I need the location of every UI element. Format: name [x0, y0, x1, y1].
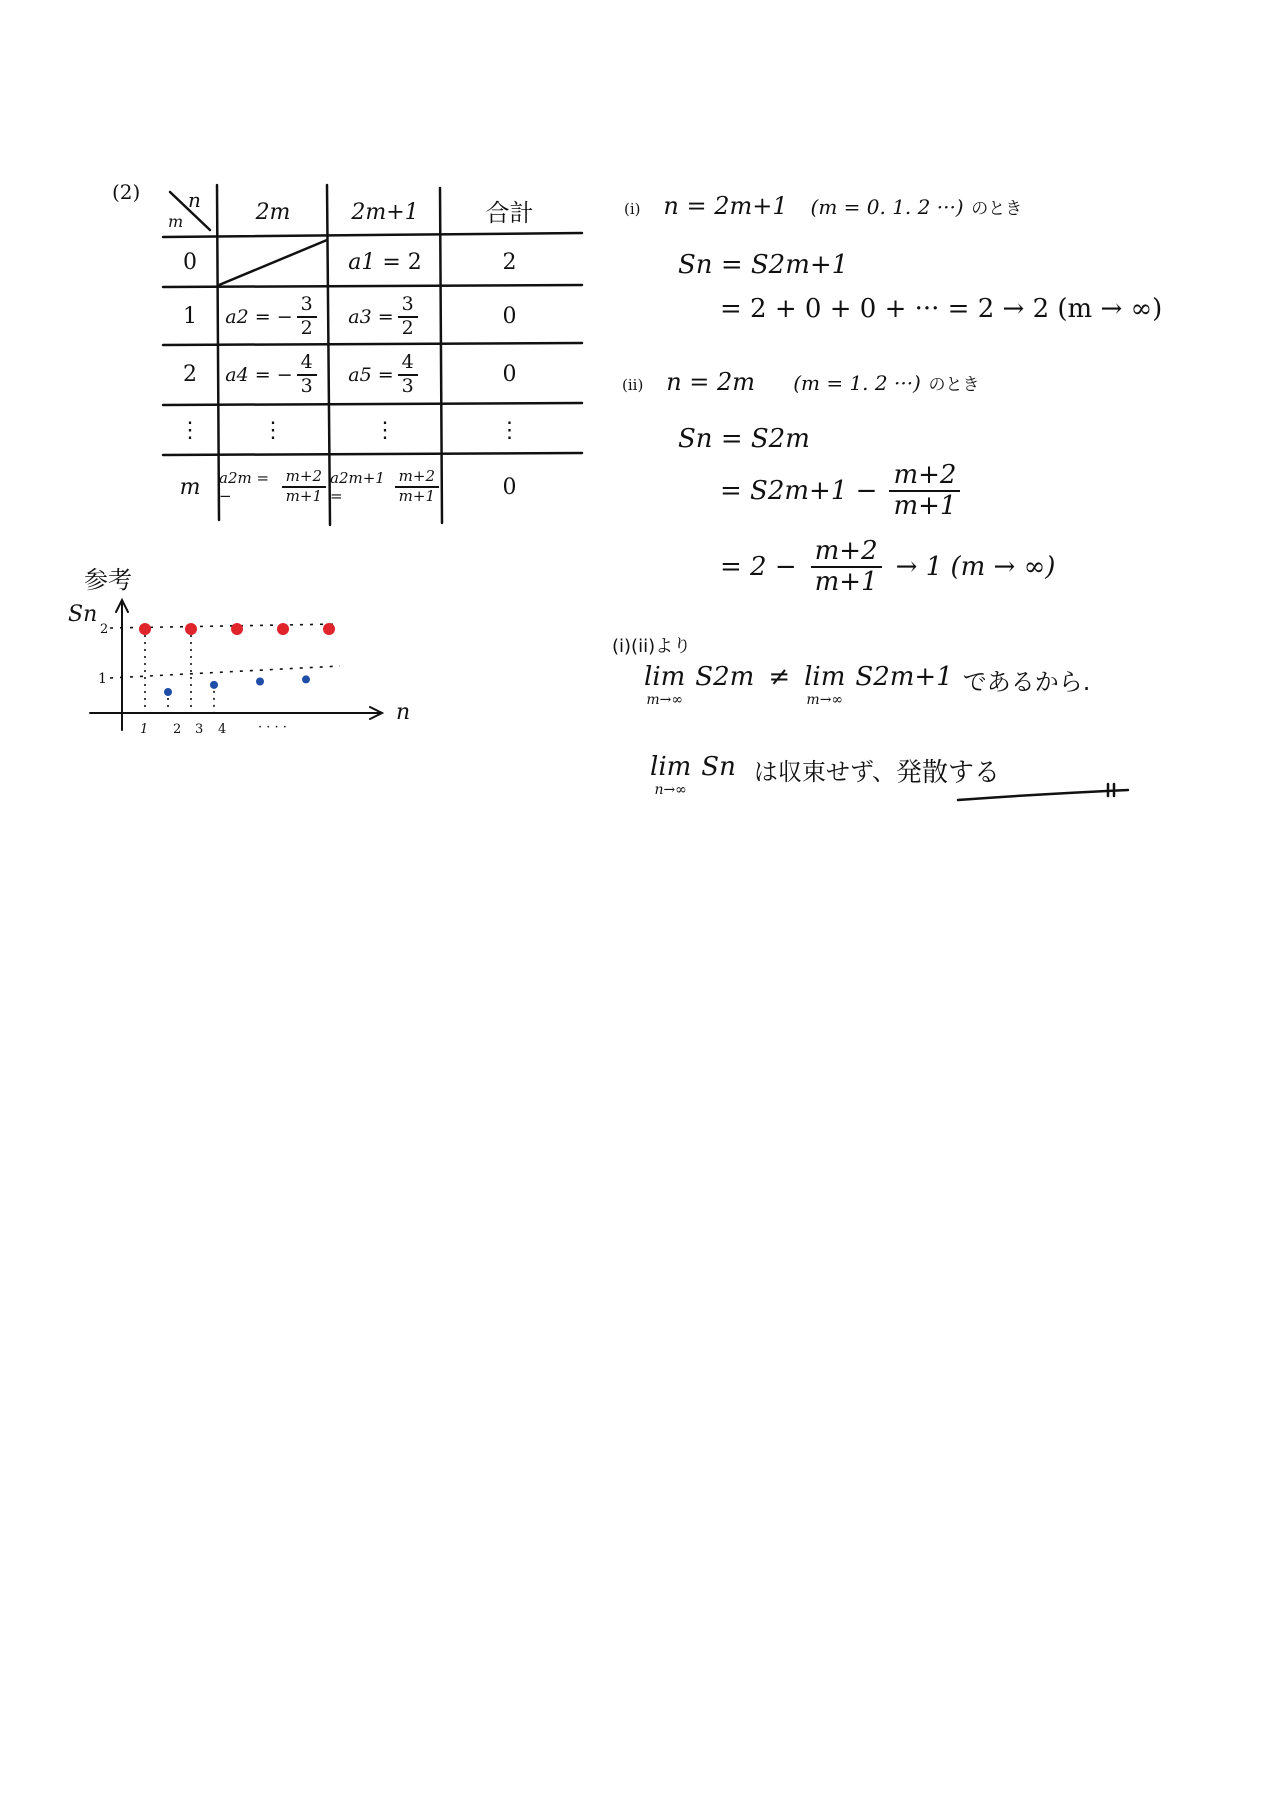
case2-range: (m = 1. 2 ···)	[793, 371, 921, 395]
graph-y-tick-1: 1	[98, 671, 107, 687]
case1-line1: Sn = S2m+1	[678, 250, 849, 280]
table-odd-dots: ⋮	[374, 417, 396, 443]
table-total-1: 0	[502, 304, 517, 329]
table-row-m-0: 0	[183, 250, 197, 275]
case1-label: (i)	[624, 200, 641, 218]
table-total-0: 2	[502, 250, 517, 275]
graph-x-tick-2: 2	[173, 722, 182, 737]
case2-fraction-1: $\frac{m+2}{m+1}$	[889, 462, 960, 521]
a2-label: a2 = −	[225, 305, 293, 328]
graph-y-tick-2: 2	[100, 622, 109, 637]
table-row-m-m: m	[179, 474, 201, 500]
conclusion-intro: (i)(ii)より	[612, 636, 692, 657]
a5-label: a5 =	[348, 363, 394, 386]
case2-label: (ii)	[622, 376, 644, 394]
table-total-m: 0	[502, 474, 517, 500]
table-total-dots: ⋮	[498, 417, 521, 443]
neq-sign: ≠	[768, 662, 791, 692]
a3-fraction: $\frac{3}{2}$	[398, 295, 418, 339]
case2-fraction-2: $\frac{m+2}{m+1}$	[811, 538, 882, 597]
a5-fraction: $\frac{4}{3}$	[398, 353, 418, 397]
graph-x-tick-3: 3	[195, 722, 204, 737]
a2m1-fraction: $\frac{m+2}{m+1}$	[395, 469, 439, 505]
case1-suffix: のとき	[971, 199, 1023, 219]
graph-x-tick-dots: · · · ·	[258, 720, 287, 735]
a4-label: a4 = −	[225, 363, 293, 386]
graph-x-tick-1: 1	[140, 722, 149, 737]
a1-label: a1 =	[348, 250, 401, 275]
lim-m-odd: lim m→∞	[804, 662, 846, 708]
a3-label: a3 =	[348, 305, 394, 328]
a2m-fraction: $\frac{m+2}{m+1}$	[282, 469, 326, 505]
case2-line1: Sn = S2m	[678, 424, 810, 454]
a2-fraction: $\frac{3}{2}$	[297, 295, 317, 339]
case2-line2-prefix: = S2m+1 −	[720, 476, 878, 507]
case2-line3-prefix: = 2 −	[720, 552, 797, 583]
lim-m-even-expr: S2m	[695, 662, 755, 692]
a1-value: 2	[407, 250, 422, 275]
case1-condition: n = 2m+1	[663, 192, 788, 220]
graph-x-tick-4: 4	[218, 722, 227, 737]
lim-m-even: lim m→∞	[644, 662, 686, 708]
conclusion-reason: であるから.	[962, 668, 1091, 696]
table-header-2m: 2m	[255, 200, 291, 225]
a4-fraction: $\frac{4}{3}$	[297, 353, 317, 397]
problem-label: (2)	[112, 180, 141, 204]
case1-range: (m = 0. 1. 2 ···)	[810, 195, 964, 219]
table-even-dots: ⋮	[262, 417, 284, 443]
lim-m-odd-expr: S2m+1	[855, 662, 953, 692]
table-row-m-2: 2	[183, 362, 197, 387]
case2-line3-suffix: → 1 (m → ∞)	[895, 552, 1056, 583]
graph-y-label: Sn	[68, 602, 98, 627]
case2-condition: n = 2m	[666, 368, 756, 396]
conclusion-result-pre: は収束せず、	[753, 758, 896, 786]
graph-x-label: n	[396, 700, 411, 725]
table-corner-n: n	[188, 188, 201, 212]
table-row-m-1: 1	[183, 304, 197, 329]
table-header-total: 合計	[485, 199, 534, 227]
reference-title: 参考	[84, 566, 132, 594]
table-header-2m1: 2m+1	[351, 200, 419, 225]
case1-line2: = 2 + 0 + 0 + ··· = 2 → 2 (m → ∞)	[720, 294, 1163, 324]
lim-n-expr: Sn	[701, 752, 736, 782]
a2m-label: a2m = −	[219, 469, 270, 505]
a2m1-label: a2m+1 =	[330, 469, 385, 505]
table-corner-m: m	[168, 212, 184, 231]
table-total-2: 0	[502, 362, 517, 387]
conclusion-result: 発散する	[895, 758, 1000, 788]
table-row-m-dots: ⋮	[179, 417, 201, 443]
case2-suffix: のとき	[928, 375, 980, 395]
lim-n: lim n→∞	[650, 752, 692, 798]
